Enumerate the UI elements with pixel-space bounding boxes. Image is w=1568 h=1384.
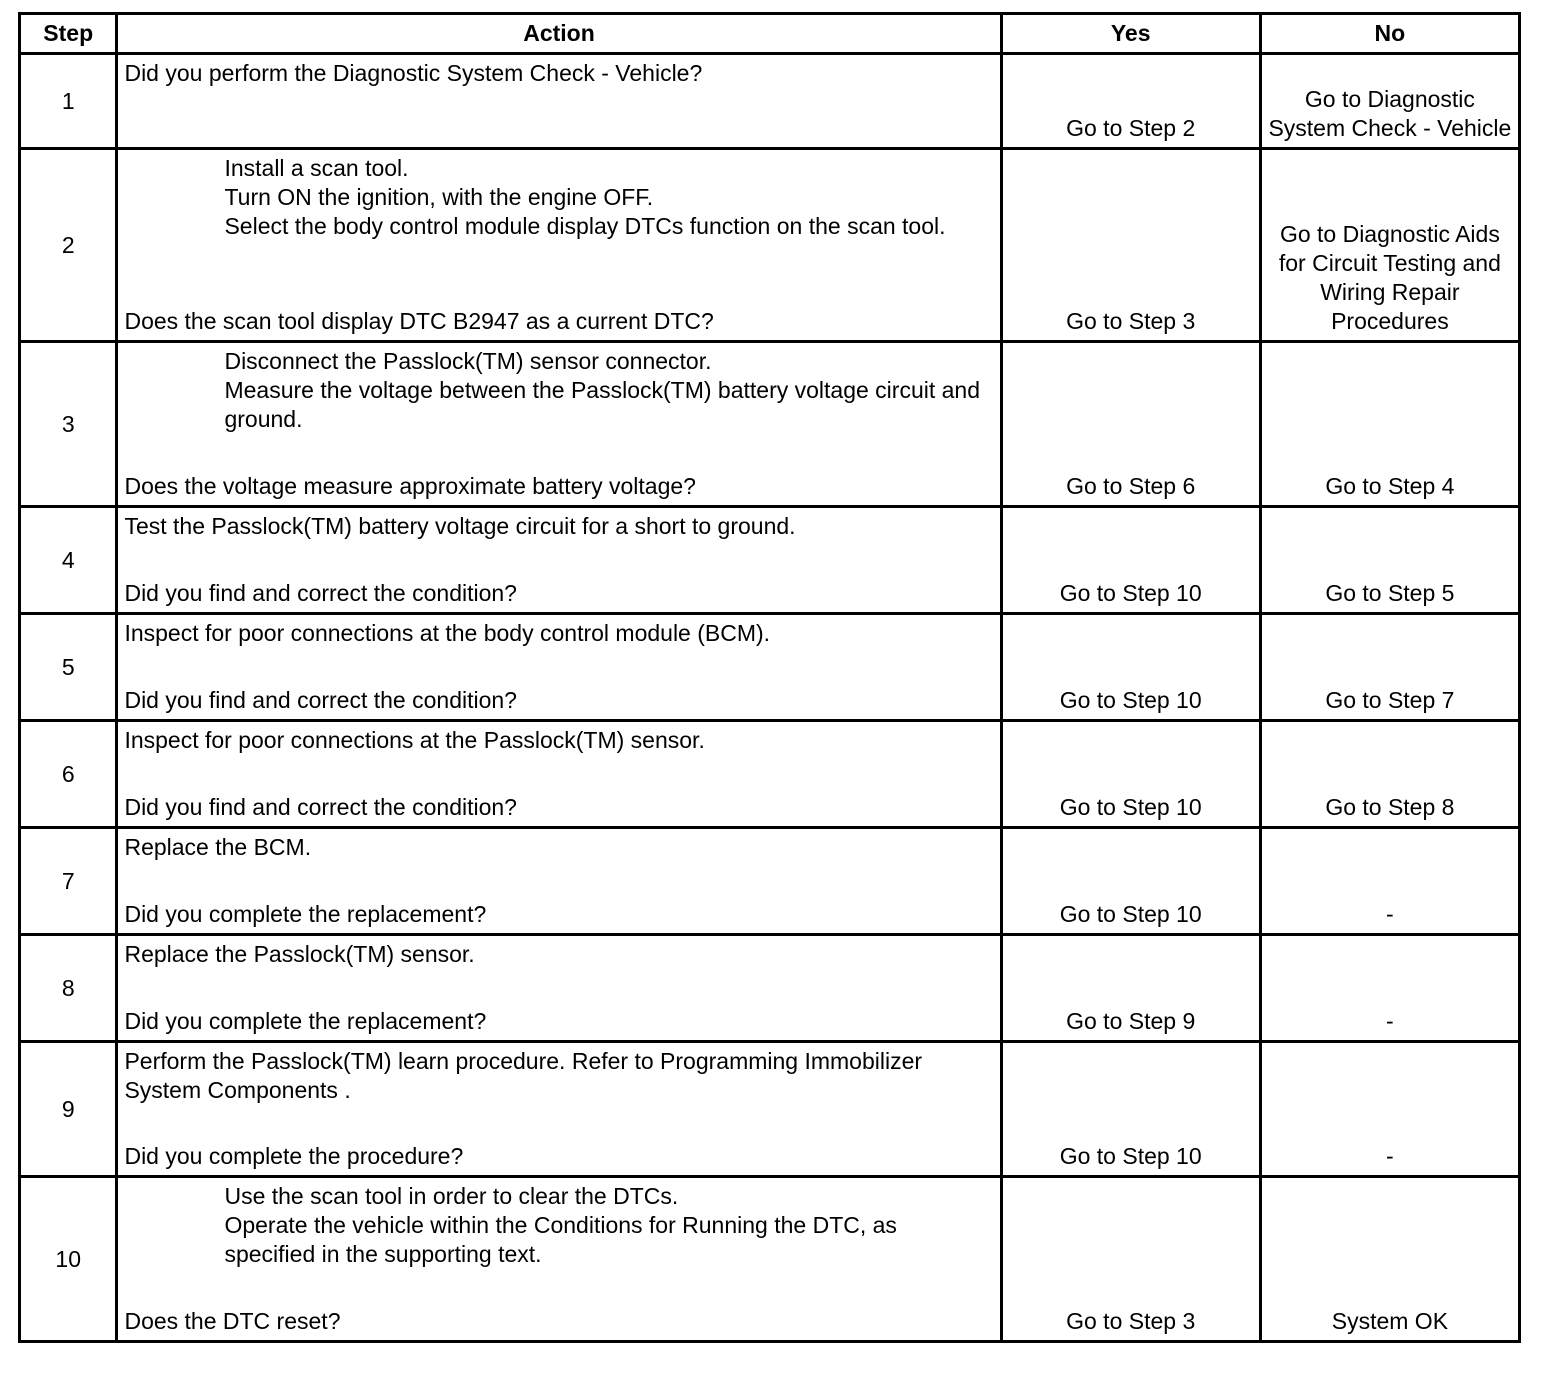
action-text: Test the Passlock(TM) battery voltage circuit for a short to ground. (124, 513, 796, 539)
bullet-line: Use the scan tool in order to clear the DTCs. (224, 1183, 679, 1209)
no-cell: Go to Step 7 (1260, 614, 1519, 721)
step-number: 6 (20, 721, 117, 828)
yes-cell: Go to Step 10 (1001, 507, 1260, 614)
question-text: Does the DTC reset? (124, 1308, 341, 1334)
no-cell: Go to Diagnostic Aids for Circuit Testing and Wiring Repair Procedures (1260, 149, 1519, 342)
question-text: Does the voltage measure approximate battery voltage? (124, 473, 696, 499)
step-number: 7 (20, 828, 117, 935)
step-number: 8 (20, 935, 117, 1042)
action-bullets (124, 1182, 993, 1269)
header-step: Step (20, 14, 117, 54)
no-cell: - (1260, 1042, 1519, 1177)
yes-cell: Go to Step 10 (1001, 614, 1260, 721)
no-cell: Go to Step 8 (1260, 721, 1519, 828)
action-cell (117, 1042, 1001, 1177)
action-cell (117, 828, 1001, 935)
step-number: 1 (20, 54, 117, 149)
no-cell: Go to Step 5 (1260, 507, 1519, 614)
no-cell: System OK (1260, 1177, 1519, 1342)
yes-cell: Go to Step 3 (1001, 1177, 1260, 1342)
action-cell (117, 721, 1001, 828)
bullet-line: Measure the voltage between the Passlock(TM) battery voltage circuit and ground. (224, 377, 980, 432)
action-cell (117, 342, 1001, 507)
question-text: Did you complete the replacement? (124, 1008, 487, 1034)
action-text: Inspect for poor connections at the body control module (BCM). (124, 620, 771, 646)
action-text: Replace the BCM. (124, 834, 312, 860)
question-text: Does the scan tool display DTC B2947 as a current DTC? (124, 308, 714, 334)
action-cell (117, 507, 1001, 614)
diagnostic-table (18, 12, 1521, 1343)
action-cell (117, 149, 1001, 342)
table-row (20, 507, 1520, 614)
bullet-line: Select the body control module display DTCs function on the scan tool. (224, 213, 946, 239)
yes-cell: Go to Step 2 (1001, 54, 1260, 149)
table-row (20, 54, 1520, 149)
step-number: 4 (20, 507, 117, 614)
table-row (20, 828, 1520, 935)
no-cell: - (1260, 828, 1519, 935)
table-row (20, 1177, 1520, 1342)
header-no: No (1260, 14, 1519, 54)
header-yes: Yes (1001, 14, 1260, 54)
step-number: 5 (20, 614, 117, 721)
bullet-line: Disconnect the Passlock(TM) sensor connector. (224, 348, 712, 374)
table-row (20, 149, 1520, 342)
step-number: 3 (20, 342, 117, 507)
question-text: Did you find and correct the condition? (124, 580, 517, 606)
table-row (20, 721, 1520, 828)
step-number: 9 (20, 1042, 117, 1177)
action-text: Did you perform the Diagnostic System Check - Vehicle? (124, 60, 703, 86)
action-cell (117, 1177, 1001, 1342)
no-cell: Go to Step 4 (1260, 342, 1519, 507)
action-cell (117, 614, 1001, 721)
yes-cell: Go to Step 3 (1001, 149, 1260, 342)
yes-cell: Go to Step 10 (1001, 721, 1260, 828)
question-text: Did you find and correct the condition? (124, 687, 517, 713)
action-text: Inspect for poor connections at the Passlock(TM) sensor. (124, 727, 705, 753)
no-cell: - (1260, 935, 1519, 1042)
yes-cell: Go to Step 6 (1001, 342, 1260, 507)
question-text: Did you find and correct the condition? (124, 794, 517, 820)
header-row (20, 14, 1520, 54)
table-row (20, 935, 1520, 1042)
yes-cell: Go to Step 9 (1001, 935, 1260, 1042)
yes-cell: Go to Step 10 (1001, 828, 1260, 935)
question-text: Did you complete the replacement? (124, 901, 487, 927)
table-row (20, 1042, 1520, 1177)
no-cell: Go to Diagnostic System Check - Vehicle (1260, 54, 1519, 149)
action-cell (117, 935, 1001, 1042)
bullet-line: Install a scan tool. (224, 155, 409, 181)
header-action: Action (117, 14, 1001, 54)
action-text: Perform the Passlock(TM) learn procedure. Refer to Programming Immobilizer System Components . (124, 1048, 923, 1103)
action-bullets (124, 154, 993, 241)
bullet-line: Turn ON the ignition, with the engine OFF. (224, 184, 654, 210)
yes-cell: Go to Step 10 (1001, 1042, 1260, 1177)
question-text: Did you complete the procedure? (124, 1143, 464, 1169)
table-row (20, 342, 1520, 507)
action-text: Replace the Passlock(TM) sensor. (124, 941, 475, 967)
action-bullets (124, 347, 993, 434)
action-cell (117, 54, 1001, 149)
step-number: 2 (20, 149, 117, 342)
table-row (20, 614, 1520, 721)
step-number: 10 (20, 1177, 117, 1342)
bullet-line: Operate the vehicle within the Conditions for Running the DTC, as specified in the supporting text. (224, 1212, 897, 1267)
